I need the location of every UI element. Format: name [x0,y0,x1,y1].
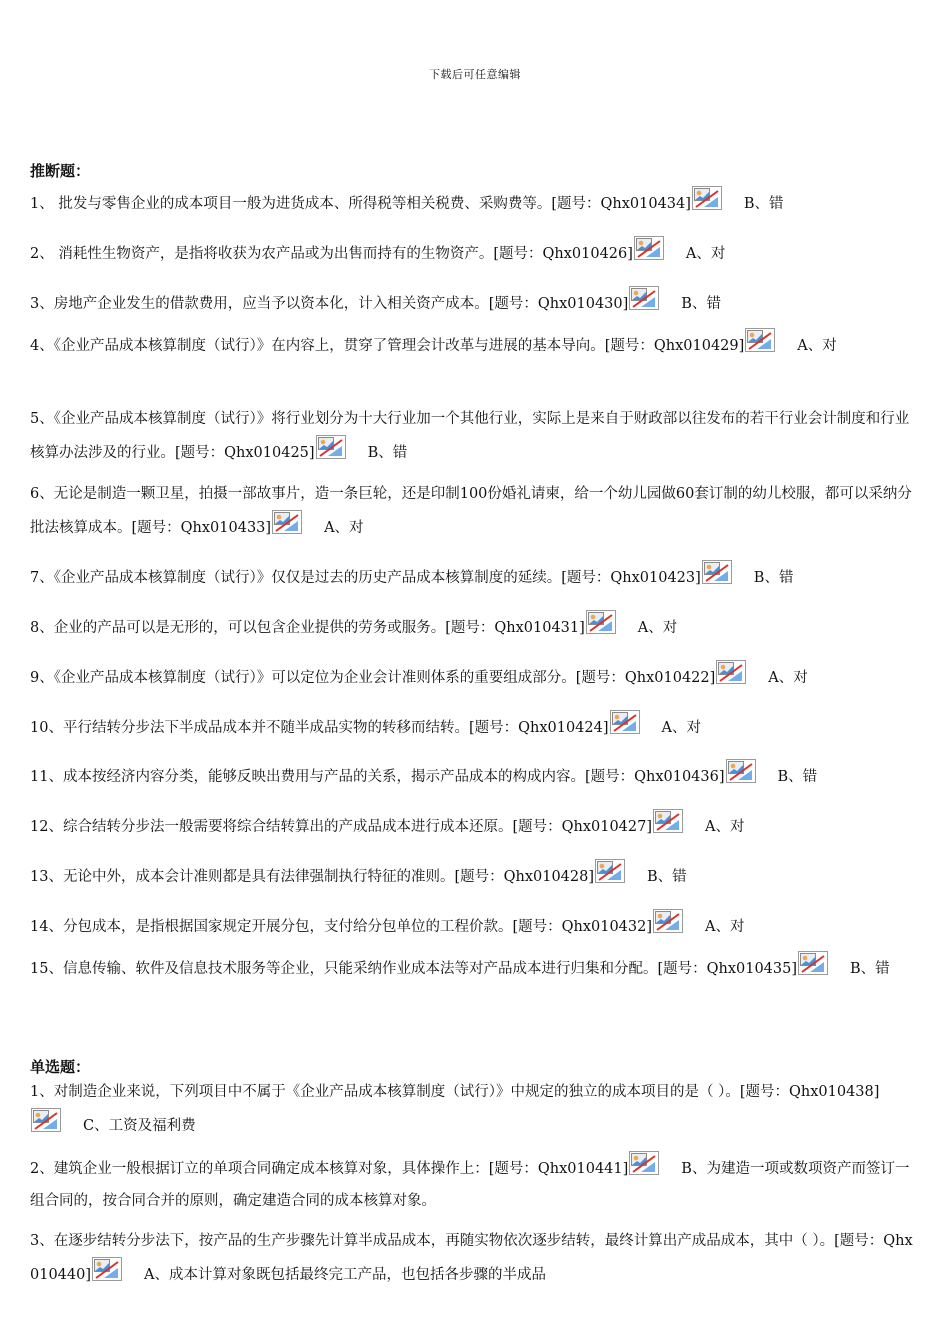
answer-text: A、对 [685,246,726,262]
answer-text: B、为建造一项或数项资产而签订一组合同的，按合同合并的原则，确定建造合同的成本核算对象。 [30,1161,910,1209]
answer-text: A、对 [705,919,745,935]
broken-image-icon [702,560,732,584]
judgment-item-9 [30,660,920,694]
broken-image-icon [798,951,828,975]
answer-text: B、错 [367,445,408,461]
judgment-item-11 [30,759,920,793]
question-text: 8、企业的产品可以是无形的，可以包含企业提供的劳务或服务。[题号：Qhx010431] [30,620,585,636]
question-text: 11、成本按经济内容分类，能够反映出费用与产品的关系，揭示产品成本的构成内容。[题号：Qhx010436] [30,769,725,785]
judgment-item-7 [30,560,920,594]
broken-image-icon [610,710,640,734]
single-item-1 [30,1076,920,1142]
broken-image-icon [31,1108,61,1132]
broken-image-icon [92,1257,122,1281]
broken-image-icon [726,759,756,783]
judgment-item-8 [30,610,920,644]
question-text: 15、信息传输、软件及信息技术服务等企业，只能采纳作业成本法等对产品成本进行归集和分配。[题号：Qhx010435] [30,961,798,977]
judgment-item-14 [30,909,920,943]
page-header: 下载后可任意编辑 [429,68,521,81]
question-text: 2、 消耗性生物资产，是指将收获为农产品或为出售而持有的生物资产。[题号：Qhx010426] [30,246,633,262]
question-text: 7、《企业产品成本核算制度（试行）》仅仅是过去的历史产品成本核算制度的延续。[题号：Qhx010423] [30,570,701,586]
answer-text: B、错 [777,769,818,785]
answer-text: B、错 [647,869,687,885]
answer-text: A、对 [324,520,364,536]
broken-image-icon [634,236,664,260]
section-title-single: 单选题： [30,1058,91,1076]
answer-text: B、错 [850,961,890,977]
answer-text: C、工资及福利费 [83,1118,196,1134]
answer-text: B、错 [753,570,794,586]
judgment-item-5 [30,403,920,469]
broken-image-icon [653,809,683,833]
broken-image-icon [692,186,722,210]
answer-text: B、错 [681,296,721,312]
broken-image-icon [586,610,616,634]
judgment-item-3 [30,286,920,320]
judgment-item-15 [30,951,920,985]
judgment-item-10 [30,710,920,744]
question-text: 12、综合结转分步法一般需要将综合结转算出的产成品成本进行成本还原。[题号：Qhx010427] [30,819,653,835]
question-text: 5、《企业产品成本核算制度（试行）》将行业划分为十大行业加一个其他行业，实际上是来自于财政部以往发布的若干行业会计制度和行业核算办法涉及的行业。[题号：Qhx010425] [30,411,910,461]
broken-image-icon [629,1151,659,1175]
answer-text: A、成本计算对象既包括最终完工产品，也包括各步骤的半成品 [144,1267,546,1283]
question-text: 14、分包成本，是指根据国家规定开展分包，支付给分包单位的工程价款。[题号：Qhx010432] [30,919,653,935]
answer-text: A、对 [797,338,837,354]
broken-image-icon [653,909,683,933]
answer-text: B、错 [743,196,784,212]
judgment-item-1 [30,186,920,220]
question-text: 13、无论中外，成本会计准则都是具有法律强制执行特征的准则。[题号：Qhx010428] [30,869,595,885]
question-text: 4、《企业产品成本核算制度（试行）》在内容上，贯穿了管理会计改革与进展的基本导向。[题号：Qhx010429] [30,338,745,354]
broken-image-icon [316,435,346,459]
answer-text: A、对 [705,819,745,835]
question-text: 2、建筑企业一般根据订立的单项合同确定成本核算对象，具体操作上：[题号：Qhx010441] [30,1161,629,1177]
question-text: 9、《企业产品成本核算制度（试行）》可以定位为企业会计准则体系的重要组成部分。[题号：Qhx010422] [30,670,716,686]
judgment-item-2 [30,236,920,270]
broken-image-icon [629,286,659,310]
broken-image-icon [745,328,775,352]
broken-image-icon [595,859,625,883]
judgment-item-4 [30,328,920,362]
single-item-2 [30,1151,920,1217]
question-text: 1、 批发与零售企业的成本项目一般为进货成本、所得税等相关税费、采购费等。[题号：Qhx010434] [30,196,691,212]
broken-image-icon [716,660,746,684]
judgment-item-13 [30,859,920,893]
answer-text: A、对 [661,720,702,736]
question-text: 1、对制造企业来说，下列项目中不属于《企业产品成本核算制度（试行）》中规定的独立的成本项目的是（ ）。[题号：Qhx010438] [30,1084,880,1100]
question-text: 3、在逐步结转分步法下，按产品的生产步骤先计算半成品成本，再随实物依次逐步结转，最终计算出产成品成本，其中（ ）。[题号：Qhx010440] [30,1233,913,1283]
judgment-item-6 [30,478,920,544]
section-title-judgment: 推断题： [30,162,91,180]
broken-image-icon [272,510,302,534]
question-text: 10、平行结转分步法下半成品成本并不随半成品实物的转移而结转。[题号：Qhx010424] [30,720,609,736]
answer-text: A、对 [637,620,678,636]
question-text: 3、房地产企业发生的借款费用，应当予以资本化，计入相关资产成本。[题号：Qhx010430] [30,296,629,312]
answer-text: A、对 [768,670,808,686]
single-item-3 [30,1225,920,1291]
judgment-item-12 [30,809,920,843]
question-text: 6、无论是制造一颗卫星，拍摄一部故事片，造一条巨轮，还是印制100份婚礼请柬，给一个幼儿园做60套订制的幼儿校服，都可以采纳分批法核算成本。[题号：Qhx010433] [30,486,912,536]
